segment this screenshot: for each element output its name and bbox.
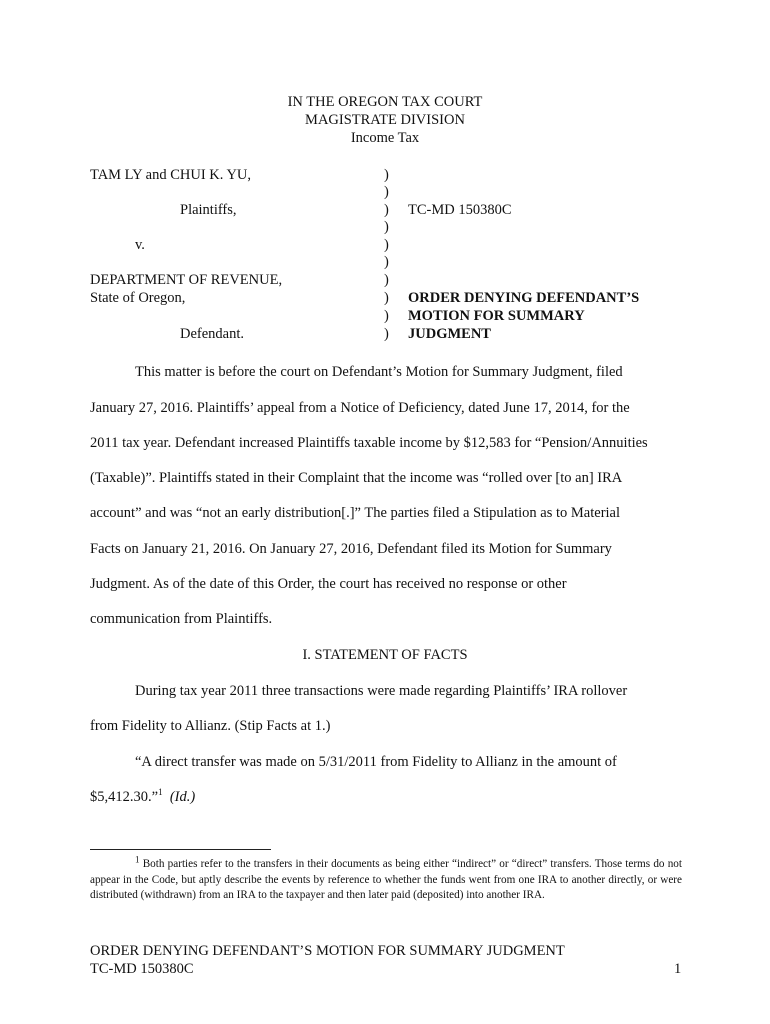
footnote-text: Both parties refer to the transfers in their documents as being either “indirect” or “direct” transfers. Those terms do not appear in the Code, but aptly describe the events by reference to whether the funds went from one IRA to another directly, or were distributed (withdrawn) from an IRA to the taxpayer and then later paid (deposited) into another IRA. (90, 858, 682, 901)
quote-line (90, 789, 195, 806)
caption-paren: ) (384, 326, 389, 342)
facts-line: During tax year 2011 three transactions were made regarding Plaintiffs’ IRA rollover (135, 683, 628, 699)
defendant-label: Defendant. (180, 326, 245, 342)
body-line: 2011 tax year. Defendant increased Plaintiffs taxable income by $12,583 for “Pension/Annuities (90, 435, 648, 451)
body-line: January 27, 2016. Plaintiffs’ appeal from a Notice of Deficiency, dated June 17, 2014, for the (90, 400, 630, 416)
tax-type: Income Tax (350, 130, 420, 146)
section-heading: I. STATEMENT OF FACTS (302, 647, 468, 663)
order-title-line1: ORDER DENYING DEFENDANT’S (408, 290, 640, 306)
body-line: Facts on January 21, 2016. On January 27, 2016, Defendant filed its Motion for Summary (90, 541, 612, 557)
footnote-divider (90, 849, 271, 850)
footer-title: ORDER DENYING DEFENDANT’S MOTION FOR SUMMARY JUDGMENT (90, 943, 565, 959)
case-number: TC-MD 150380C (408, 202, 512, 218)
caption-paren: ) (384, 184, 389, 200)
quote-text: $5,412.30.” (90, 789, 159, 805)
defendant-state: State of Oregon, (90, 290, 186, 306)
order-title-line3: JUDGMENT (408, 326, 491, 342)
footnote-reference[interactable]: 1 (158, 787, 163, 798)
facts-line: from Fidelity to Allianz. (Stip Facts at 1.) (90, 718, 331, 734)
page-number: 1 (674, 961, 682, 977)
caption-paren: ) (384, 167, 389, 183)
caption-paren: ) (384, 290, 389, 306)
footnote-number: 1 (135, 854, 140, 865)
caption-paren: ) (384, 202, 389, 218)
body-line: communication from Plaintiffs. (90, 611, 273, 627)
division-name: MAGISTRATE DIVISION (305, 112, 465, 128)
footer-case-number: TC-MD 150380C (90, 961, 194, 977)
footnote (90, 854, 682, 904)
caption-paren: ) (384, 237, 389, 253)
caption-paren: ) (384, 272, 389, 288)
caption-paren: ) (384, 308, 389, 324)
defendant-name: DEPARTMENT OF REVENUE, (90, 272, 283, 288)
body-line: This matter is before the court on Defendant’s Motion for Summary Judgment, filed (135, 364, 623, 380)
body-line: Judgment. As of the date of this Order, the court has received no response or other (90, 576, 567, 592)
versus: v. (135, 237, 145, 253)
order-title-line2: MOTION FOR SUMMARY (408, 308, 585, 324)
body-line: account” and was “not an early distribution[.]” The parties filed a Stipulation as to Material (90, 505, 621, 521)
caption-paren: ) (384, 219, 389, 235)
body-line: (Taxable)”. Plaintiffs stated in their Complaint that the income was “rolled over [to an] IRA (90, 470, 623, 486)
caption-paren: ) (384, 254, 389, 270)
citation: (Id.) (169, 789, 196, 805)
quote-line: “A direct transfer was made on 5/31/2011 from Fidelity to Allianz in the amount of (135, 754, 617, 770)
plaintiffs-names: TAM LY and CHUI K. YU, (90, 167, 252, 183)
court-name: IN THE OREGON TAX COURT (287, 94, 483, 110)
plaintiffs-label: Plaintiffs, (180, 202, 237, 218)
